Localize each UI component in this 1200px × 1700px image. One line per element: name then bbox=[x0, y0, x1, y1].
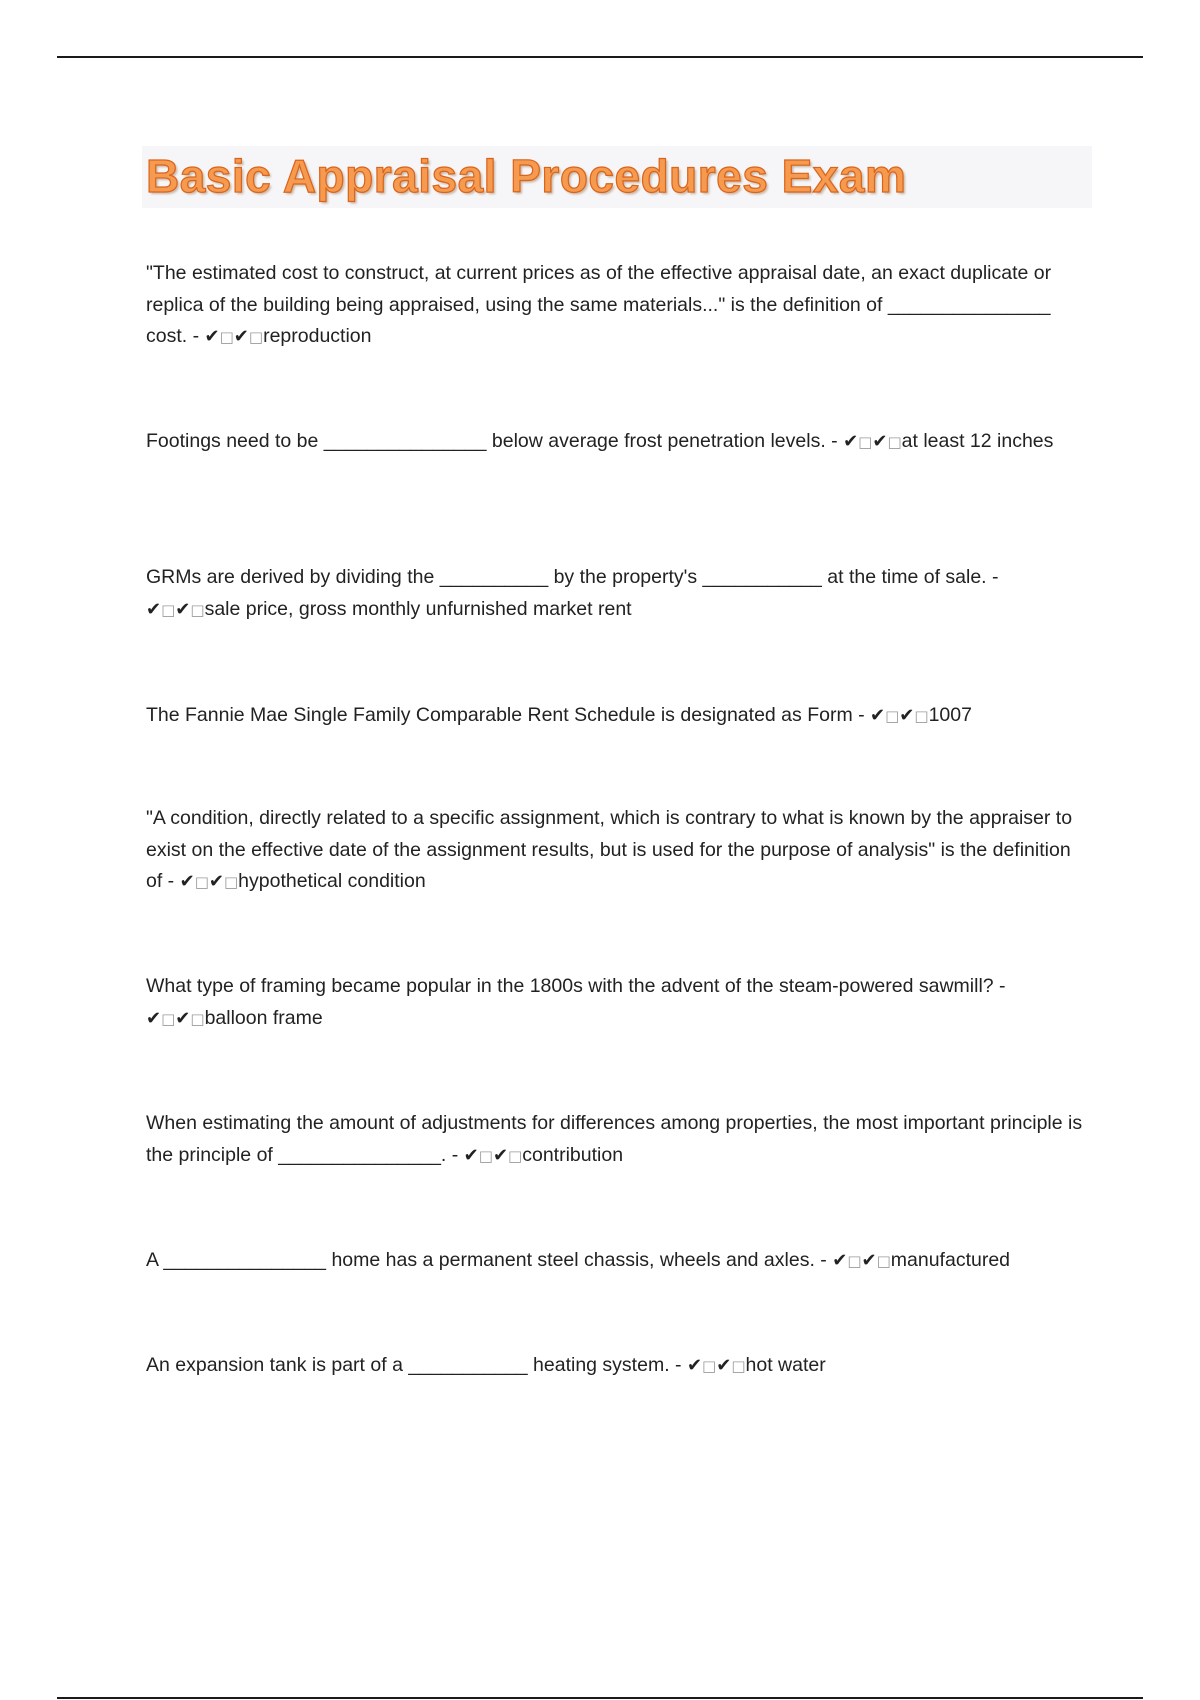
answer-text: hot water bbox=[745, 1354, 826, 1376]
question-text: Footings need to be _______________ below average frost penetration levels. - bbox=[146, 430, 844, 452]
box-icon: □ bbox=[876, 1252, 891, 1270]
question-text: The Fannie Mae Single Family Comparable Rent Schedule is designated as Form - bbox=[146, 704, 871, 726]
answer-text: manufactured bbox=[890, 1249, 1011, 1271]
box-icon: □ bbox=[885, 707, 900, 725]
check-icon: ✔ bbox=[872, 431, 888, 452]
answer-text: contribution bbox=[522, 1143, 624, 1166]
answer-text: 1007 bbox=[928, 704, 972, 726]
check-icon: ✔ bbox=[492, 1144, 509, 1166]
check-icon: ✔ bbox=[233, 326, 249, 347]
qa-item-3 bbox=[146, 562, 1092, 626]
box-icon: □ bbox=[847, 1252, 862, 1270]
question-text: GRMs are derived by dividing the __________ by the property's ___________ at the time of sale. - bbox=[146, 566, 999, 588]
check-icon: ✔ bbox=[146, 1007, 162, 1029]
qa-item-8 bbox=[146, 1245, 1092, 1278]
answer-text: at least 12 inches bbox=[901, 430, 1054, 452]
box-icon: □ bbox=[508, 1146, 523, 1165]
box-icon: □ bbox=[223, 873, 239, 891]
box-icon: □ bbox=[248, 328, 264, 346]
answer-text: hypothetical condition bbox=[238, 870, 426, 892]
box-icon: □ bbox=[219, 328, 234, 346]
answer-text: reproduction bbox=[263, 325, 372, 347]
question-text: When estimating the amount of adjustments for differences among properties, the most important principle is the principle of _______________. - bbox=[146, 1112, 1083, 1166]
question-text: What type of framing became popular in the 1800s with the advent of the steam-powered sawmill? - bbox=[146, 975, 1006, 997]
box-icon: □ bbox=[478, 1146, 493, 1165]
box-icon: □ bbox=[887, 433, 902, 451]
qa-item-4 bbox=[146, 700, 1092, 733]
top-rule bbox=[57, 56, 1143, 58]
check-icon: ✔ bbox=[204, 326, 220, 347]
check-icon: ✔ bbox=[870, 705, 886, 726]
check-icon: ✔ bbox=[843, 431, 859, 452]
bottom-rule bbox=[57, 1697, 1143, 1699]
box-icon: □ bbox=[190, 600, 205, 619]
check-icon: ✔ bbox=[146, 598, 162, 620]
check-icon: ✔ bbox=[175, 598, 191, 620]
qa-item-6 bbox=[146, 971, 1092, 1035]
check-icon: ✔ bbox=[686, 1355, 703, 1376]
check-icon: ✔ bbox=[208, 871, 224, 892]
check-icon: ✔ bbox=[175, 1007, 191, 1029]
box-icon: □ bbox=[858, 433, 873, 451]
answer-text: balloon frame bbox=[204, 1006, 323, 1029]
check-icon: ✔ bbox=[716, 1355, 732, 1376]
box-icon: □ bbox=[702, 1357, 717, 1375]
qa-item-1 bbox=[146, 258, 1092, 354]
qa-item-7 bbox=[146, 1108, 1092, 1172]
question-text: "A condition, directly related to a specific assignment, which is contrary to what is known by the appraiser to exist on the effective date of the assignment results, but is used for the purpose of analysis" is the definition of - bbox=[146, 807, 1073, 892]
box-icon: □ bbox=[190, 1009, 205, 1028]
box-icon: □ bbox=[161, 1009, 176, 1028]
qa-item-2 bbox=[146, 426, 1092, 459]
question-text: "The estimated cost to construct, at current prices as of the effective appraisal date, an exact duplicate or replica of the building being appraised, using the same materials..." is the definition of _______________ cost. - bbox=[146, 262, 1052, 347]
document-title: Basic Appraisal Procedures Exam bbox=[146, 150, 907, 202]
box-icon: □ bbox=[161, 600, 176, 619]
check-icon: ✔ bbox=[179, 871, 195, 892]
question-text: An expansion tank is part of a ___________ heating system. - bbox=[146, 1354, 687, 1376]
check-icon: ✔ bbox=[463, 1144, 479, 1166]
check-icon: ✔ bbox=[899, 705, 915, 726]
question-text: A _______________ home has a permanent steel chassis, wheels and axles. - bbox=[146, 1249, 833, 1271]
qa-item-9 bbox=[146, 1350, 1092, 1383]
box-icon: □ bbox=[194, 873, 209, 891]
qa-item-5 bbox=[146, 803, 1092, 899]
check-icon: ✔ bbox=[832, 1250, 848, 1271]
box-icon: □ bbox=[731, 1357, 746, 1375]
answer-text: sale price, gross monthly unfurnished market rent bbox=[204, 597, 632, 620]
check-icon: ✔ bbox=[861, 1250, 877, 1271]
box-icon: □ bbox=[914, 707, 929, 725]
